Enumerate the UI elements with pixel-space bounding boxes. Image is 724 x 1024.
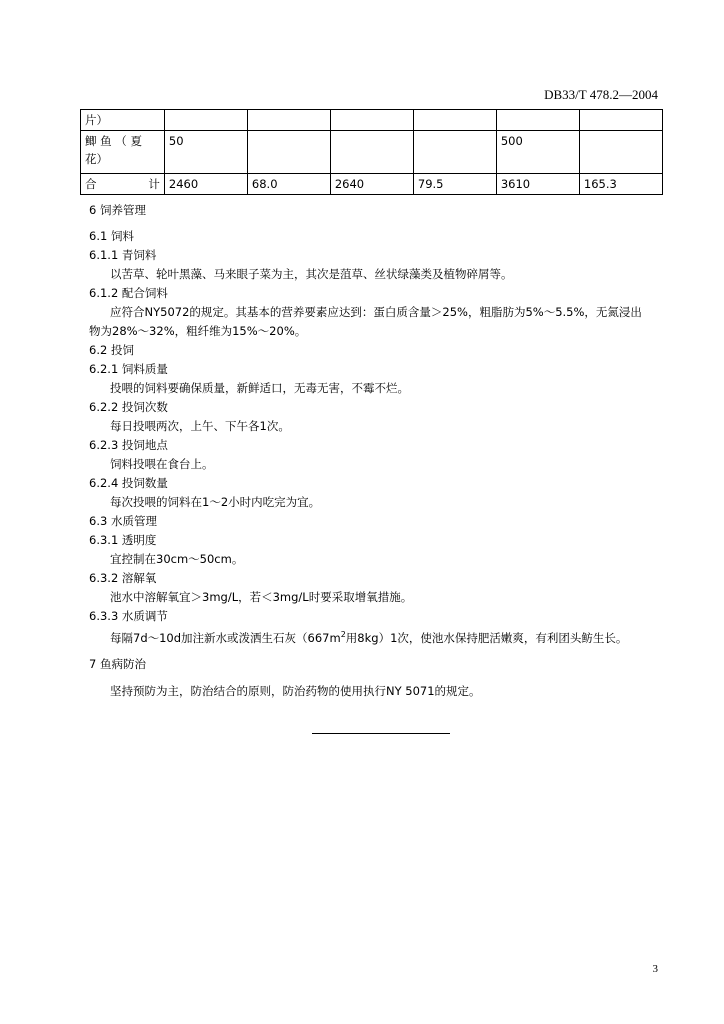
end-rule	[312, 733, 450, 734]
document-code: DB33/T 478.2—2004	[544, 87, 658, 102]
table-cell: 50	[164, 131, 247, 174]
paragraph-part: 用8kg）1次，使池水保持肥活嫩爽，有利团头鲂生长。	[345, 630, 628, 645]
table-cell	[579, 131, 662, 174]
table-cell	[164, 110, 247, 131]
table-cell	[413, 110, 496, 131]
table-cell: 500	[496, 131, 579, 174]
table-cell	[247, 110, 330, 131]
paragraph-part: 每隔7d～10d加注新水或泼洒生石灰（667m	[110, 630, 341, 645]
section-heading-6-2: 6.2 投饲	[89, 343, 134, 357]
table-cell	[579, 110, 662, 131]
paragraph: 应符合NY5072的规定。其基本的营养要素应达到：蛋白质含量＞25%，粗脂肪为5%～5.5%，无氮浸出	[110, 305, 642, 319]
table-cell: 79.5	[413, 174, 496, 195]
table-row-total	[81, 174, 663, 195]
section-heading-6-2-1: 6.2.1 饲料质量	[89, 362, 168, 376]
table-cell	[496, 110, 579, 131]
table-cell: 片）	[81, 110, 165, 131]
section-heading-6-1-2: 6.1.2 配合饲料	[89, 286, 168, 300]
section-heading-6-1: 6.1 饲料	[89, 229, 134, 243]
table-cell: 2460	[164, 174, 247, 195]
section-heading-6-2-3: 6.2.3 投饲地点	[89, 438, 168, 452]
paragraph: 物为28%～32%，粗纤维为15%～20%。	[89, 324, 307, 338]
section-heading-6: 6 饲养管理	[89, 203, 146, 217]
total-label-left: 合	[85, 177, 97, 191]
section-heading-7: 7 鱼病防治	[89, 657, 146, 671]
section-heading-6-2-4: 6.2.4 投饲数量	[89, 476, 168, 490]
table-cell	[81, 174, 165, 195]
paragraph: 以苦草、轮叶黑藻、马来眼子菜为主，其次是菹草、丝状绿藻类及植物碎屑等。	[110, 267, 513, 281]
paragraph: 每次投喂的饲料在1～2小时内吃完为宜。	[110, 495, 321, 509]
data-table	[80, 109, 663, 195]
section-heading-6-3-1: 6.3.1 透明度	[89, 533, 157, 547]
table-cell	[413, 131, 496, 174]
paragraph: 每日投喂两次，上午、下午各1次。	[110, 419, 290, 433]
section-heading-6-3-3: 6.3.3 水质调节	[89, 609, 168, 623]
paragraph: 宜控制在30cm～50cm。	[110, 552, 244, 566]
paragraph: 池水中溶解氧宜＞3mg/L，若＜3mg/L时要采取增氧措施。	[110, 590, 413, 604]
paragraph: 投喂的饲料要确保质量，新鲜适口，无毒无害，不霉不烂。	[110, 381, 409, 395]
table-cell	[81, 131, 165, 174]
table-cell	[330, 110, 413, 131]
section-heading-6-1-1: 6.1.1 青饲料	[89, 248, 157, 262]
row-label-line: 花）	[85, 152, 108, 166]
section-heading-6-3-2: 6.3.2 溶解氧	[89, 571, 157, 585]
superscript: 2	[340, 630, 346, 639]
page-number: 3	[652, 963, 658, 975]
section-heading-6-3: 6.3 水质管理	[89, 514, 157, 528]
row-label-line: 鲫 鱼 （ 夏	[85, 134, 142, 148]
table-cell	[330, 131, 413, 174]
table-cell: 165.3	[579, 174, 662, 195]
table-cell: 68.0	[247, 174, 330, 195]
table-cell: 2640	[330, 174, 413, 195]
section-heading-6-2-2: 6.2.2 投饲次数	[89, 400, 168, 414]
total-label-right: 计	[148, 177, 160, 191]
paragraph: 坚持预防为主，防治结合的原则，防治药物的使用执行NY 5071的规定。	[110, 684, 481, 698]
table-row	[81, 131, 663, 174]
table-cell	[247, 131, 330, 174]
table-row	[81, 110, 663, 131]
paragraph: 饲料投喂在食台上。	[110, 457, 214, 471]
table-cell: 3610	[496, 174, 579, 195]
paragraph	[110, 627, 627, 646]
